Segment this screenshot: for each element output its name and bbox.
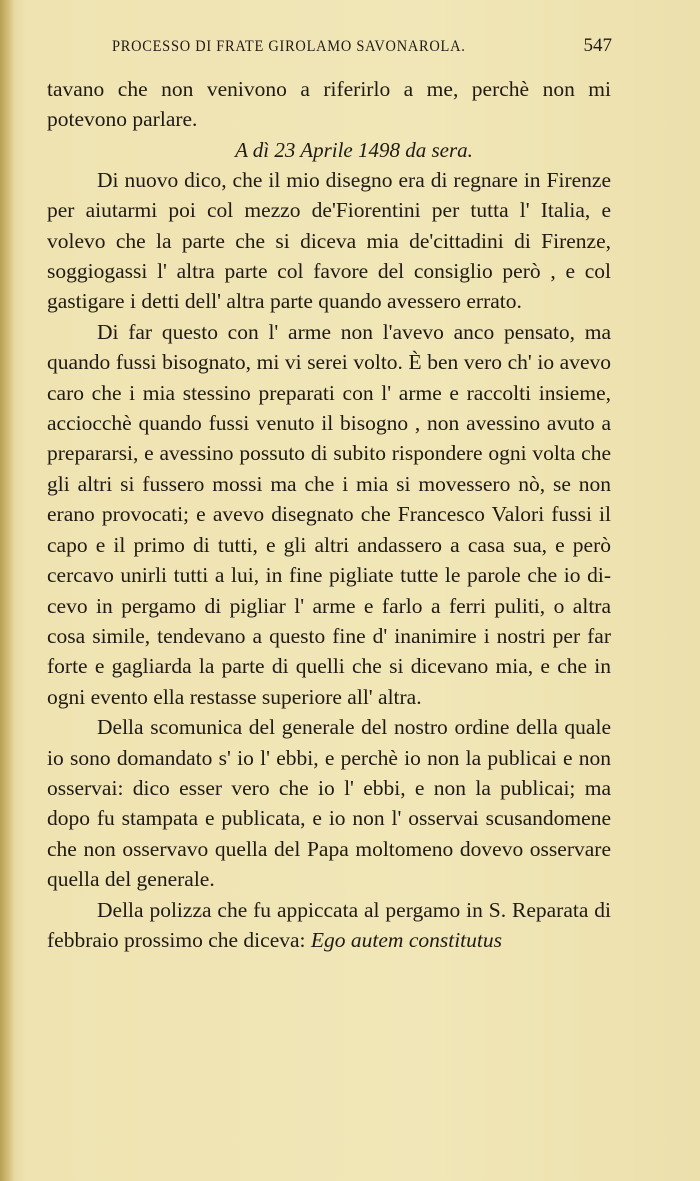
page-number: 547: [583, 35, 612, 56]
paragraph-4: [47, 895, 611, 956]
latin-quote: Ego autem constitutus: [310, 927, 502, 952]
paragraph-1: Di nuovo dico, che il mio disegno era di regnare in Firenze per aiutarmi poi col mezzo de'Fiorentini per tutta l' Italia, e volevo che la parte che si diceva mia de'cittadini di Firenze, soggiogassi l' altra parte col favore del consiglio però , e col gastigare i detti dell' altra parte quando avessero errato.: [47, 167, 611, 314]
page-header: [112, 35, 612, 66]
continuation-paragraph: tavano che non venivono a riferirlo a me, perchè non mi potevono parlare.: [47, 77, 611, 132]
spine-shadow: [0, 0, 14, 1181]
paragraph-3: Della scomunica del generale del nostro ordine della quale io sono domandato s' io l' ebbi, e perchè io non la publicai e non osservai: dico esser vero che io l' ebbi, e non la publicai; ma dopo fu stampata e publicata, e io non l' osservai scusandomene che non osservavo quella del Papa moltomeno dovevo osservare quella del generale.: [47, 715, 611, 892]
body-text: [47, 74, 611, 955]
paragraph-2: Di far questo con l' arme non l'avevo anco pensato, ma quando fussi bisognato, mi vi serei volto. È ben vero ch' io avevo caro che i mia stessino preparati con l' arme e raccolti insieme, acciocchè quando fussi venuto il bisogno , non avessino avuto a prepararsi, e avessino possuto di subito rispondere ogni volta che gli altri si fussero mossi ma che i mia si movessero nò, se non erano provocati; e avevo disegnato che Francesco Valori fussi il capo e il primo di tutti, e gli altri andassero a casa sua, e però cercavo unirli tutti a lui, in fine pigliate tutte le parole che io dicevo in pergamo di pigliar l' arme e farlo a ferri puliti, o altra cosa simile, tendevano a questo fine d' inanimire i nostri per far forte e gagliarda la parte di quelli che si dicevano mia, e che in ogni evento ella restasse superiore all' altra.: [47, 319, 611, 709]
running-title: PROCESSO DI FRATE GIROLAMO SAVONAROLA.: [112, 38, 466, 55]
dateline: A dì 23 Aprile 1498 da sera.: [235, 137, 473, 162]
paragraph-4-text: Della polizza che fu appiccata al pergamo in S. Reparata di febbraio prossimo che diceva:: [47, 897, 611, 952]
